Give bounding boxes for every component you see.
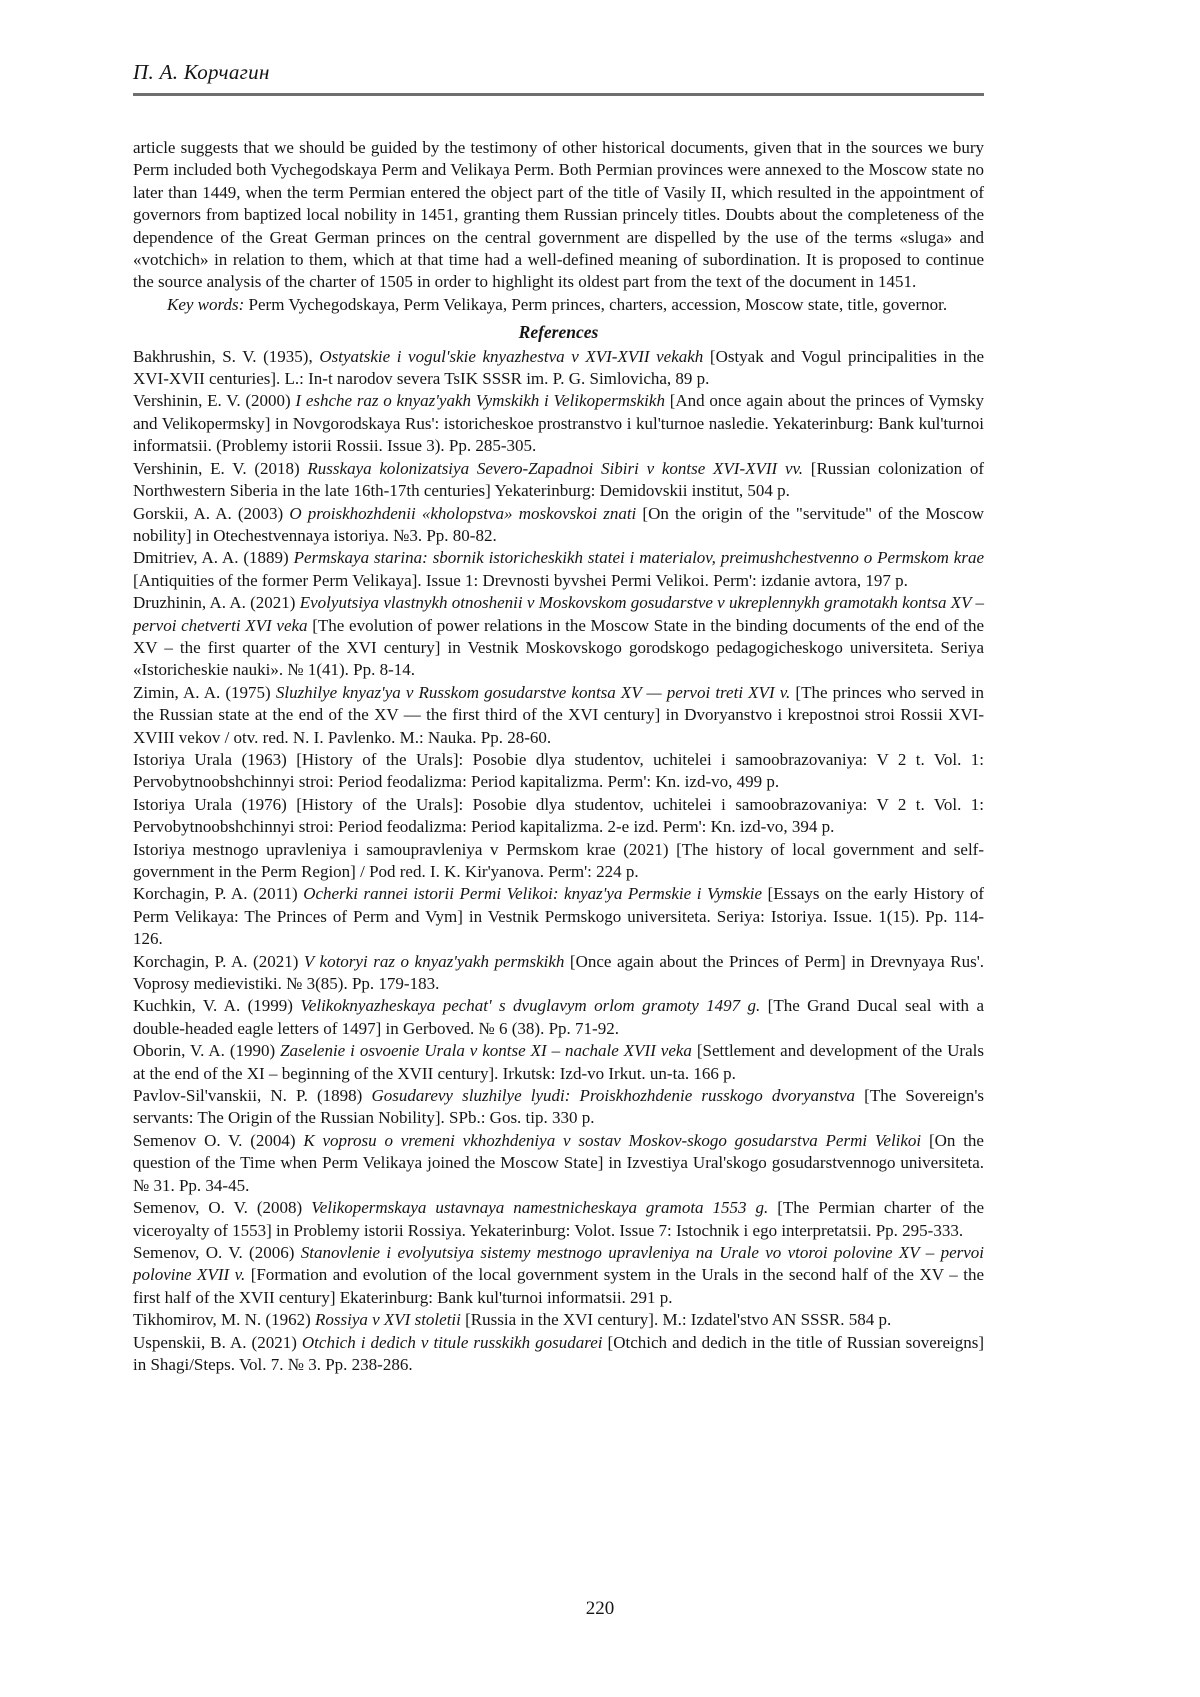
keywords-paragraph [133, 294, 984, 316]
reference-entry: Istoriya Urala (1963) [History of the Urals]: Posobie dlya studentov, uchitelei i samoobrazovaniya: V 2 t. Vol. 1: Pervobytnoobshchinnyi stroi: Period feodalizma: Period kapitalizma. Perm': Kn. izd-vo, 499 p. [133, 749, 984, 792]
keywords-label: Key words: [167, 294, 245, 314]
reference-entry: Druzhinin, A. A. (2021) Evolyutsiya vlastnykh otnoshenii v Moskovskom gosudarstve v ukreplennykh gramotakh kontsa XV – pervoi chetverti XVI veka [The evolution of power relations in the Moscow State in the binding documents of the end of the XV – the first quarter of the XVI century] in Vestnik Moskovskogo gorodskogo pedagogicheskogo universiteta. Seriya «Istoricheskie nauki». № 1(41). Pp. 8-14. [133, 593, 984, 680]
reference-entry: Korchagin, P. A. (2011) Ocherki rannei istorii Permi Velikoi: knyaz'ya Permskie i Vymskie [Essays on the early History of Perm Velikaya: The Princes of Perm and Vym] in Vestnik Permskogo universiteta. Seriya: Istoriya. Issue. 1(15). Pp. 114-126. [133, 884, 984, 949]
reference-entry: Uspenskii, B. A. (2021) Otchich i dedich v titule russkikh gosudarei [Otchich and dedich in the title of Russian sovereigns] in Shagi/Steps. Vol. 7. № 3. Pp. 238-286. [133, 1332, 984, 1374]
reference-entry: Pavlov-Sil'vanskii, N. P. (1898) Gosudarevy sluzhilye lyudi: Proiskhozhdenie russkogo dvoryanstva [The Sovereign's servants: The Origin of the Russian Nobility]. SPb.: Gos. tip. 330 p. [133, 1086, 985, 1128]
references-heading: References [518, 322, 599, 343]
reference-entry: Istoriya Urala (1976) [History of the Urals]: Posobie dlya studentov, uchitelei i samoobrazovaniya: V 2 t. Vol. 1: Pervobytnoobshchinnyi stroi: Period feodalizma: Period kapitalizma. 2-e izd. Perm': Kn. izd-vo, 394 p. [133, 794, 984, 837]
reference-entry: Oborin, V. A. (1990) Zaselenie i osvoenie Urala v kontse XI – nachale XVII veka [Settlement and development of the Urals at the end of the XI – beginning of the XVII century]. Irkutsk: Izd-vo Irkut. un-ta. 166 p. [133, 1041, 984, 1083]
reference-entry: Zimin, A. A. (1975) Sluzhilye knyaz'ya v Russkom gosudarstve kontsa XV — pervoi treti XVI v. [The princes who served in the Russian state at the end of the XV — the first third of the XVI century] in Dvoryanstvo i krepostnoi stroi Rossii XVI-XVIII vekov / otv. red. N. I. Pavlenko. M.: Nauka. Pp. 28-60. [133, 682, 984, 747]
reference-entry: Semenov O. V. (2004) K voprosu o vremeni vkhozhdeniya v sostav Moskov-skogo gosudarstva Permi Velikoi [On the question of the Time when Perm Velikaya joined the Moscow State] in Izvestiya Ural'skogo gosudarstvennogo universiteta. № 31. Pp. 34-45. [133, 1130, 984, 1195]
reference-entry: Semenov, O. V. (2008) Velikopermskaya ustavnaya namestnicheskaya gramota 1553 g. [The Permian charter of the viceroyalty of 1553] in Problemy istorii Rossiya. Yekaterinburg: Volot. Issue 7: Istochnik i ego interpretatsii. Pp. 295-333. [133, 1198, 984, 1240]
abstract-paragraph: article suggests that we should be guided by the testimony of other historical documents, given that in the sources we bury Perm included both Vychegodskaya Perm and Velikaya Perm. Both Permian provinces were annexed to the Moscow state no later than 1449, when the term Permian entered the object part of the title of Vasily II, which resulted in the appointment of governors from baptized local nobility in 1451, granting them Russian princely titles. Doubts about the completeness of the dependence of the Great German princes on the central government are dispelled by the use of the terms «sluga» and «votchich» in relation to them, which at that time had a well-defined meaning of subordination. It is proposed to continue the source analysis of the charter of 1505 in order to highlight its oldest part from the text of the document in 1451. [133, 138, 984, 292]
reference-entry: Vershinin, E. V. (2000) I eshche raz o knyaz'yakh Vymskikh i Velikopermskikh [And once again about the princes of Vymsky and Velikopermsky] in Novgorodskaya Rus': istoricheskoe prostranstvo i kul'turnoe nasledie. Yekaterinburg: Bank kul'turnoi informatsii. (Problemy istorii Rossii. Issue 3). Pp. 285-305. [133, 391, 984, 456]
reference-entry: Vershinin, E. V. (2018) Russkaya kolonizatsiya Severo-Zapadnoi Sibiri v kontse XVI-XVII vv. [Russian colonization of Northwestern Siberia in the late 16th-17th centuries] Yekaterinburg: Demidovskii institut, 504 p. [133, 458, 984, 501]
references-list [133, 346, 984, 1377]
running-head-author: П. А. Корчагин [133, 60, 270, 84]
keywords-text: Perm Vychegodskaya, Perm Velikaya, Perm princes, charters, accession, Moscow state, title, governor. [244, 294, 948, 314]
reference-entry: Gorskii, A. A. (2003) O proiskhozhdenii «kholopstva» moskovskoi znati [On the origin of the "servitude" of the Moscow nobility] in Otechestvennaya istoriya. №3. Pp. 80-82. [133, 503, 985, 545]
page-content [133, 137, 984, 1376]
reference-entry: Korchagin, P. A. (2021) V kotoryi raz o knyaz'yakh permskikh [Once again about the Princes of Perm] in Drevnyaya Rus'. Voprosy medievistiki. № 3(85). Pp. 179-183. [133, 951, 985, 994]
reference-entry: Tikhomirov, M. N. (1962) Rossiya v XVI stoletii [Russia in the XVI century]. M.: Izdatel'stvo AN SSSR. 584 p. [133, 1310, 892, 1330]
reference-entry: Semenov, O. V. (2006) Stanovlenie i evolyutsiya sistemy mestnogo upravleniya na Urale vo vtoroi polovine XV – pervoi polovine XVII v. [Formation and evolution of the local government system in the Urals in the second half of the XV – the first half of the XVII century] Ekaterinburg: Bank kul'turnoi informatsii. 291 p. [133, 1242, 984, 1307]
reference-entry: Kuchkin, V. A. (1999) Velikoknyazheskaya pechat' s dvuglavym orlom gramoty 1497 g. [The Grand Ducal seal with a double-headed eagle letters of 1497] in Gerboved. № 6 (38). Pp. 71-92. [133, 996, 984, 1038]
reference-entry: Istoriya mestnogo upravleniya i samoupravleniya v Permskom krae (2021) [The history of local government and self-government in the Perm Region] / Pod red. I. K. Kir'yanova. Perm': 224 p. [133, 839, 984, 881]
header-rule [133, 93, 984, 96]
reference-entry: Bakhrushin, S. V. (1935), Ostyatskie i vogul'skie knyazhestva v XVI-XVII vekakh [Ostyak and Vogul principalities in the XVI-XVII centuries]. L.: In-t narodov severa TsIK SSSR im. P. G. Simlovicha, 89 p. [133, 346, 984, 389]
reference-entry: Dmitriev, A. A. (1889) Permskaya starina: sbornik istoricheskikh statei i materialov, preimushchestvenno o Permskom krae [Antiquities of the former Perm Velikaya]. Issue 1: Drevnosti byvshei Permi Velikoi. Perm': izdanie avtora, 197 p. [133, 548, 984, 590]
page-number: 220 [585, 1598, 615, 1619]
